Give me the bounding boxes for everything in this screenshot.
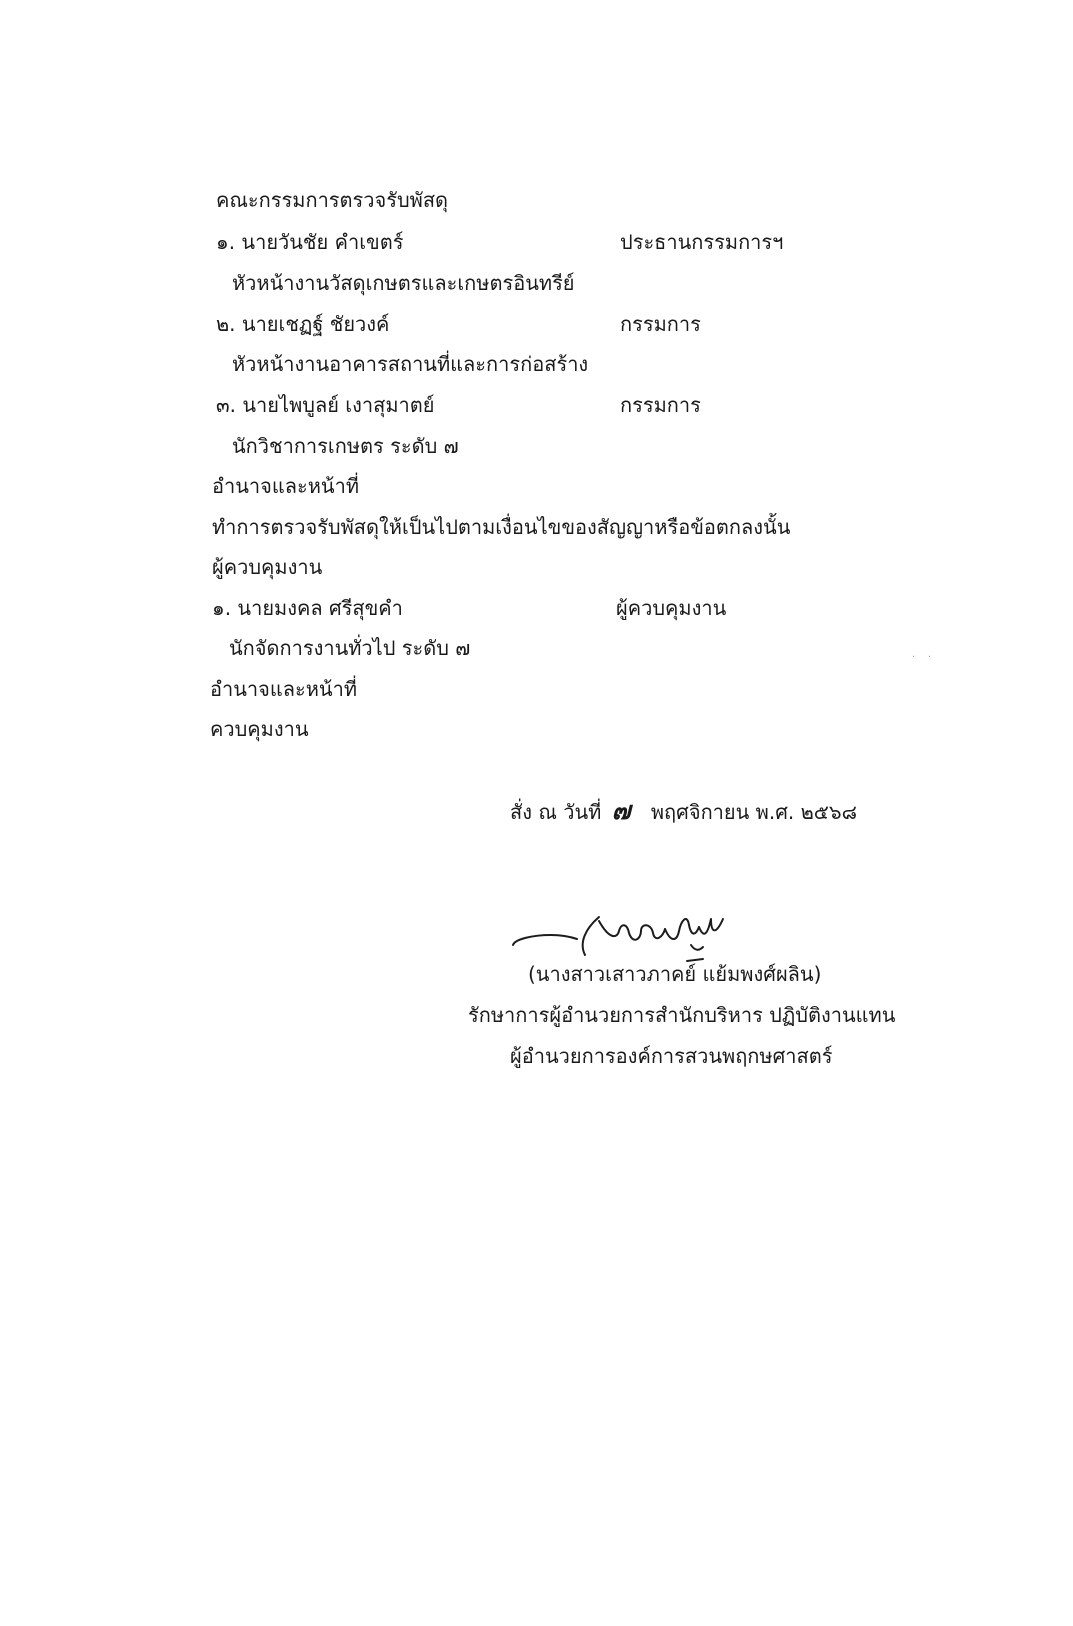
committee-member-3-role: กรรมการ	[620, 393, 701, 417]
committee-member-1-position: หัวหน้างานวัสดุเกษตรและเกษตรอินทรีย์	[232, 271, 575, 295]
supervisor-member-1-name: ๑. นายมงคล ศรีสุขคำ	[212, 596, 403, 620]
committee-heading: คณะกรรมการตรวจรับพัสดุ	[216, 188, 449, 212]
committee-member-1-role: ประธานกรรมการฯ	[620, 230, 784, 254]
order-date-line	[510, 797, 857, 826]
committee-member-2-role: กรรมการ	[620, 312, 701, 336]
signatory-name: (นางสาวเสาวภาคย์ แย้มพงศ์ผลิน)	[528, 962, 822, 986]
committee-member-2-position: หัวหน้างานอาคารสถานที่และการก่อสร้าง	[232, 352, 589, 376]
committee-member-1-name: ๑. นายวันชัย คำเขตร์	[216, 230, 404, 254]
committee-member-3-name: ๓. นายไพบูลย์ เงาสุมาตย์	[216, 393, 435, 417]
committee-member-2-name: ๒. นายเชฏฐ์ ชัยวงค์	[216, 312, 390, 336]
order-date-month-year: พฤศจิกายน พ.ศ. ๒๕๖๘	[650, 800, 858, 824]
signatory-title-line-1: รักษาการผู้อำนวยการสำนักบริหาร ปฏิบัติงานแทน	[468, 1003, 896, 1027]
supervisor-duty-heading: อำนาจและหน้าที่	[210, 677, 358, 701]
committee-duty-text: ทำการตรวจรับพัสดุให้เป็นไปตามเงื่อนไขของสัญญาหรือข้อตกลงนั้น	[212, 515, 791, 539]
supervisor-member-1-role: ผู้ควบคุมงาน	[616, 596, 727, 620]
signatory-title-line-2: ผู้อำนวยการองค์การสวนพฤกษศาสตร์	[510, 1044, 833, 1068]
supervisor-duty-text: ควบคุมงาน	[210, 717, 309, 741]
committee-member-3-position: นักวิชาการเกษตร ระดับ ๗	[232, 434, 459, 458]
committee-duty-heading: อำนาจและหน้าที่	[212, 474, 360, 498]
supervisor-member-1-position: นักจัดการงานทั่วไป ระดับ ๗	[229, 636, 471, 660]
supervisor-heading: ผู้ควบคุมงาน	[212, 555, 323, 579]
order-date-prefix: สั่ง ณ วันที่	[510, 800, 602, 824]
scan-specks: · ·	[912, 652, 932, 663]
order-date-day: ๗	[611, 796, 631, 825]
